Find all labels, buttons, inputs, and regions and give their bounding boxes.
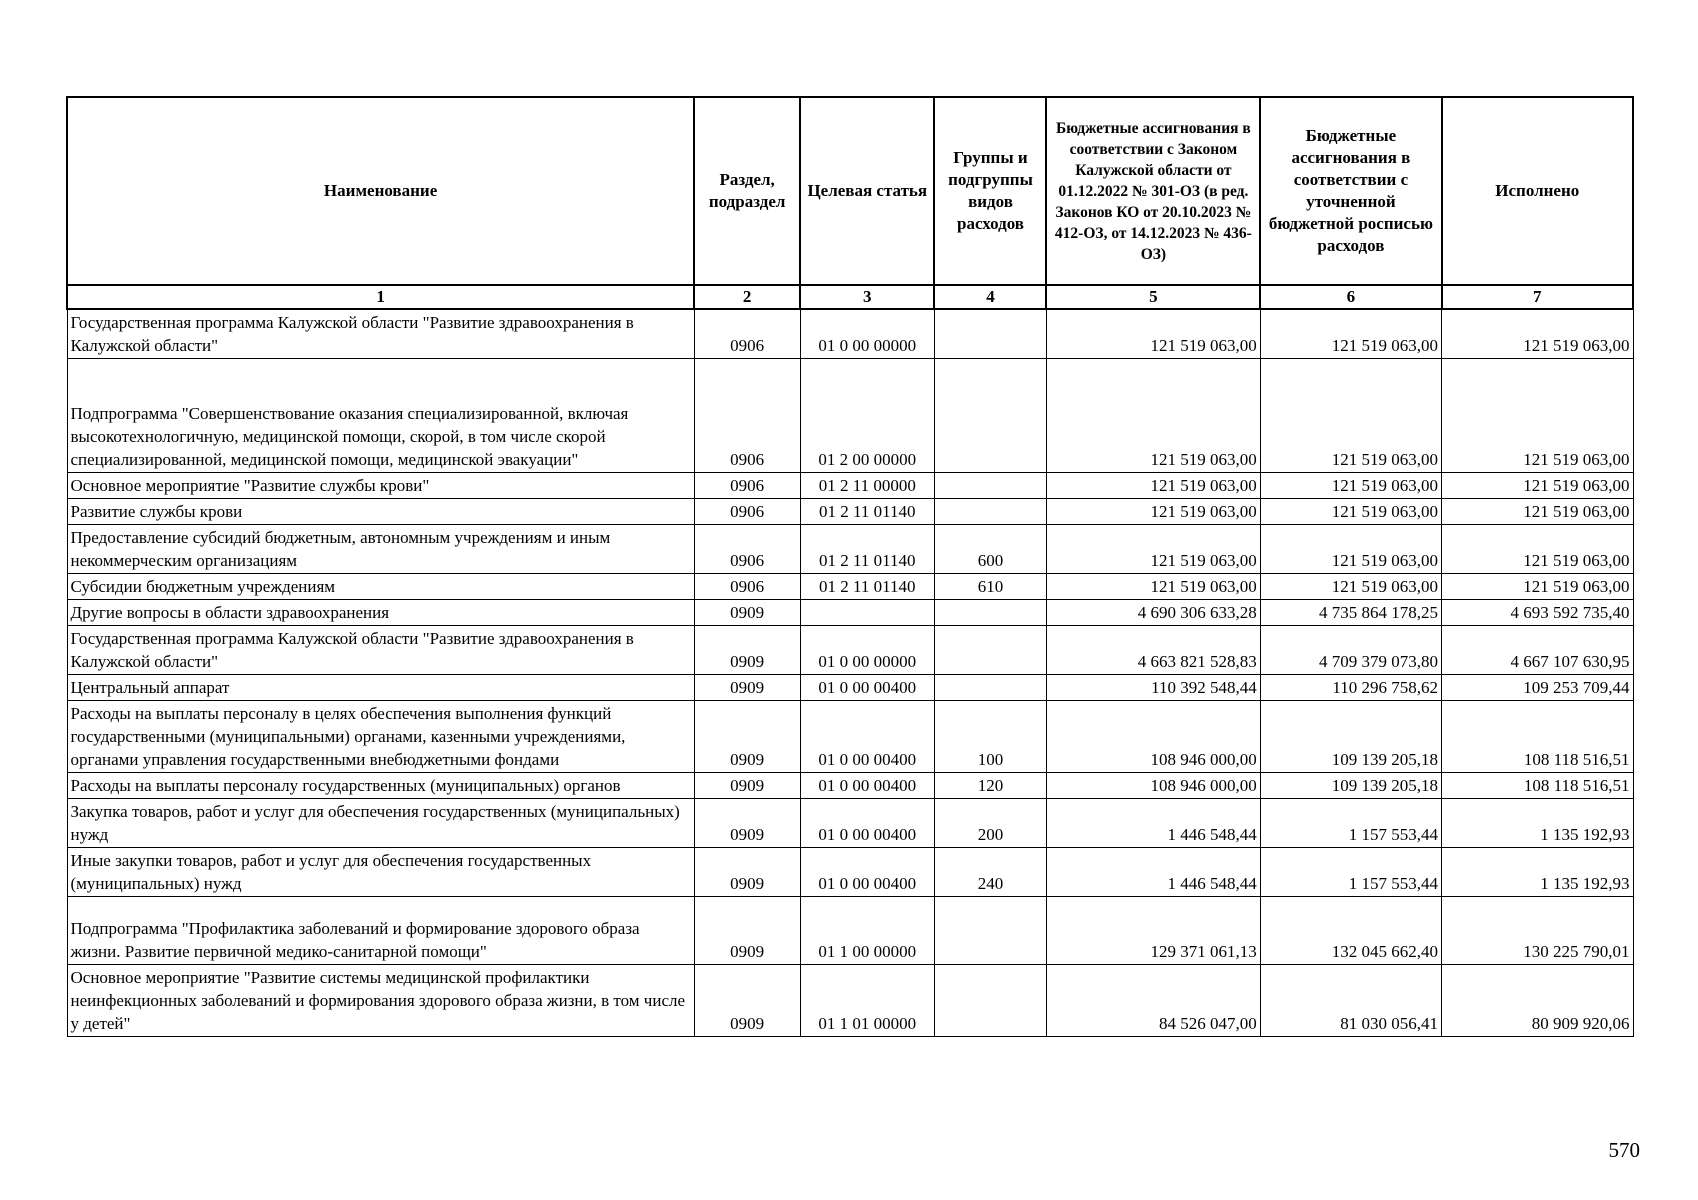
column-number: 3: [800, 285, 934, 309]
cell-refined-allocation: 4 735 864 178,25: [1260, 600, 1441, 626]
cell-name: Иные закупки товаров, работ и услуг для обеспечения государственных (муниципальных) нужд: [67, 848, 694, 897]
cell-refined-allocation: 1 157 553,44: [1260, 848, 1441, 897]
budget-table: [66, 96, 1634, 1037]
cell-name: Государственная программа Калужской области "Развитие здравоохранения в Калужской области": [67, 309, 694, 359]
cell-name: Закупка товаров, работ и услуг для обеспечения государственных (муниципальных) нужд: [67, 799, 694, 848]
cell-executed: 130 225 790,01: [1442, 897, 1633, 965]
cell-name: Расходы на выплаты персоналу государственных (муниципальных) органов: [67, 773, 694, 799]
cell-law-allocation: 121 519 063,00: [1046, 309, 1260, 359]
cell-expense-group: [934, 626, 1046, 675]
cell-refined-allocation: 110 296 758,62: [1260, 675, 1441, 701]
table-row: [67, 799, 1633, 848]
cell-expense-group: 600: [934, 525, 1046, 574]
page-number: 570: [1608, 1138, 1640, 1162]
cell-refined-allocation: 109 139 205,18: [1260, 701, 1441, 773]
cell-name: Подпрограмма "Совершенствование оказания специализированной, включая высокотехнологичную, медицинской помощи, скорой, в том числе скорой специализированной, медицинской помощи, медицинской эвакуации": [67, 359, 694, 473]
cell-executed: 121 519 063,00: [1442, 309, 1633, 359]
table-row: [67, 600, 1633, 626]
cell-expense-group: [934, 600, 1046, 626]
cell-executed: 121 519 063,00: [1442, 359, 1633, 473]
cell-executed: 1 135 192,93: [1442, 848, 1633, 897]
cell-target-article: 01 0 00 00400: [800, 675, 934, 701]
cell-law-allocation: 84 526 047,00: [1046, 965, 1260, 1037]
cell-target-article: 01 0 00 00400: [800, 848, 934, 897]
header-name: Наименование: [67, 97, 694, 285]
cell-law-allocation: 121 519 063,00: [1046, 574, 1260, 600]
cell-section: 0906: [694, 473, 800, 499]
cell-name: Развитие службы крови: [67, 499, 694, 525]
table-row: [67, 773, 1633, 799]
cell-section: 0906: [694, 309, 800, 359]
header-law-allocations: Бюджетные ассигнования в соответствии с Законом Калужской области от 01.12.2022 № 301-ОЗ (в ред. Законов КО от 20.10.2023 № 412-ОЗ, от 14.12.2023 № 436-ОЗ): [1046, 97, 1260, 285]
cell-name: Государственная программа Калужской области "Развитие здравоохранения в Калужской области": [67, 626, 694, 675]
cell-executed: 1 135 192,93: [1442, 799, 1633, 848]
column-number: 7: [1442, 285, 1633, 309]
cell-name: Основное мероприятие "Развитие службы крови": [67, 473, 694, 499]
cell-expense-group: [934, 897, 1046, 965]
cell-target-article: 01 0 00 00000: [800, 626, 934, 675]
cell-target-article: [800, 600, 934, 626]
cell-executed: 4 693 592 735,40: [1442, 600, 1633, 626]
cell-expense-group: 200: [934, 799, 1046, 848]
cell-target-article: 01 0 00 00400: [800, 799, 934, 848]
header-section: Раздел, подраздел: [694, 97, 800, 285]
cell-law-allocation: 4 663 821 528,83: [1046, 626, 1260, 675]
cell-expense-group: 240: [934, 848, 1046, 897]
cell-executed: 109 253 709,44: [1442, 675, 1633, 701]
table-row: [67, 309, 1633, 359]
cell-law-allocation: 108 946 000,00: [1046, 701, 1260, 773]
table-row: [67, 701, 1633, 773]
table-row: [67, 848, 1633, 897]
cell-law-allocation: 108 946 000,00: [1046, 773, 1260, 799]
cell-section: 0909: [694, 701, 800, 773]
cell-section: 0909: [694, 848, 800, 897]
cell-name: Основное мероприятие "Развитие системы медицинской профилактики неинфекционных заболеваний и формирования здорового образа жизни, в том числе у детей": [67, 965, 694, 1037]
cell-law-allocation: 110 392 548,44: [1046, 675, 1260, 701]
cell-name: Предоставление субсидий бюджетным, автономным учреждениям и иным некоммерческим организациям: [67, 525, 694, 574]
cell-target-article: 01 2 11 01140: [800, 574, 934, 600]
cell-target-article: 01 1 00 00000: [800, 897, 934, 965]
cell-executed: 108 118 516,51: [1442, 773, 1633, 799]
table-row: [67, 359, 1633, 473]
cell-executed: 108 118 516,51: [1442, 701, 1633, 773]
table-row: [67, 525, 1633, 574]
header-refined-allocations: Бюджетные ассигнования в соответствии с уточненной бюджетной росписью расходов: [1260, 97, 1441, 285]
cell-refined-allocation: 81 030 056,41: [1260, 965, 1441, 1037]
cell-executed: 121 519 063,00: [1442, 574, 1633, 600]
cell-name: Подпрограмма "Профилактика заболеваний и формирование здорового образа жизни. Развитие первичной медико-санитарной помощи": [67, 897, 694, 965]
cell-section: 0906: [694, 525, 800, 574]
cell-law-allocation: 121 519 063,00: [1046, 359, 1260, 473]
cell-law-allocation: 121 519 063,00: [1046, 525, 1260, 574]
cell-law-allocation: 121 519 063,00: [1046, 499, 1260, 525]
column-number: 2: [694, 285, 800, 309]
cell-expense-group: 610: [934, 574, 1046, 600]
cell-law-allocation: 4 690 306 633,28: [1046, 600, 1260, 626]
cell-expense-group: [934, 473, 1046, 499]
cell-expense-group: 100: [934, 701, 1046, 773]
cell-section: 0906: [694, 499, 800, 525]
cell-refined-allocation: 1 157 553,44: [1260, 799, 1441, 848]
cell-executed: 121 519 063,00: [1442, 473, 1633, 499]
cell-law-allocation: 1 446 548,44: [1046, 799, 1260, 848]
header-executed: Исполнено: [1442, 97, 1633, 285]
cell-target-article: 01 0 00 00000: [800, 309, 934, 359]
cell-law-allocation: 1 446 548,44: [1046, 848, 1260, 897]
cell-name: Другие вопросы в области здравоохранения: [67, 600, 694, 626]
cell-section: 0909: [694, 799, 800, 848]
cell-law-allocation: 129 371 061,13: [1046, 897, 1260, 965]
cell-name: Субсидии бюджетным учреждениям: [67, 574, 694, 600]
cell-refined-allocation: 109 139 205,18: [1260, 773, 1441, 799]
cell-name: Расходы на выплаты персоналу в целях обеспечения выполнения функций государственными (муниципальными) органами, казенными учреждениями, органами управления государственными внебюджетными фондами: [67, 701, 694, 773]
cell-expense-group: 120: [934, 773, 1046, 799]
cell-section: 0909: [694, 600, 800, 626]
cell-target-article: 01 2 11 01140: [800, 499, 934, 525]
cell-target-article: 01 0 00 00400: [800, 701, 934, 773]
header-target: Целевая статья: [800, 97, 934, 285]
table-row: [67, 499, 1633, 525]
cell-refined-allocation: 4 709 379 073,80: [1260, 626, 1441, 675]
cell-refined-allocation: 121 519 063,00: [1260, 309, 1441, 359]
cell-target-article: 01 2 00 00000: [800, 359, 934, 473]
cell-executed: 80 909 920,06: [1442, 965, 1633, 1037]
cell-section: 0906: [694, 574, 800, 600]
cell-expense-group: [934, 309, 1046, 359]
cell-target-article: 01 2 11 01140: [800, 525, 934, 574]
cell-section: 0909: [694, 965, 800, 1037]
table-row: [67, 965, 1633, 1037]
column-number: 1: [67, 285, 694, 309]
cell-section: 0909: [694, 675, 800, 701]
cell-expense-group: [934, 359, 1046, 473]
cell-expense-group: [934, 499, 1046, 525]
cell-section: 0906: [694, 359, 800, 473]
cell-refined-allocation: 121 519 063,00: [1260, 473, 1441, 499]
cell-executed: 4 667 107 630,95: [1442, 626, 1633, 675]
cell-refined-allocation: 121 519 063,00: [1260, 359, 1441, 473]
table-row: [67, 473, 1633, 499]
column-number: 5: [1046, 285, 1260, 309]
cell-target-article: 01 2 11 00000: [800, 473, 934, 499]
table-row: [67, 574, 1633, 600]
cell-executed: 121 519 063,00: [1442, 499, 1633, 525]
cell-refined-allocation: 121 519 063,00: [1260, 574, 1441, 600]
column-number: 4: [934, 285, 1046, 309]
table-row: [67, 675, 1633, 701]
cell-expense-group: [934, 675, 1046, 701]
cell-refined-allocation: 121 519 063,00: [1260, 499, 1441, 525]
cell-executed: 121 519 063,00: [1442, 525, 1633, 574]
cell-refined-allocation: 132 045 662,40: [1260, 897, 1441, 965]
cell-section: 0909: [694, 773, 800, 799]
cell-section: 0909: [694, 626, 800, 675]
cell-section: 0909: [694, 897, 800, 965]
cell-target-article: 01 0 00 00400: [800, 773, 934, 799]
cell-law-allocation: 121 519 063,00: [1046, 473, 1260, 499]
column-number: 6: [1260, 285, 1441, 309]
cell-expense-group: [934, 965, 1046, 1037]
table-row: [67, 897, 1633, 965]
header-groups: Группы и подгруппы видов расходов: [934, 97, 1046, 285]
cell-target-article: 01 1 01 00000: [800, 965, 934, 1037]
cell-name: Центральный аппарат: [67, 675, 694, 701]
table-body: [67, 309, 1633, 1037]
cell-refined-allocation: 121 519 063,00: [1260, 525, 1441, 574]
table-row: [67, 626, 1633, 675]
